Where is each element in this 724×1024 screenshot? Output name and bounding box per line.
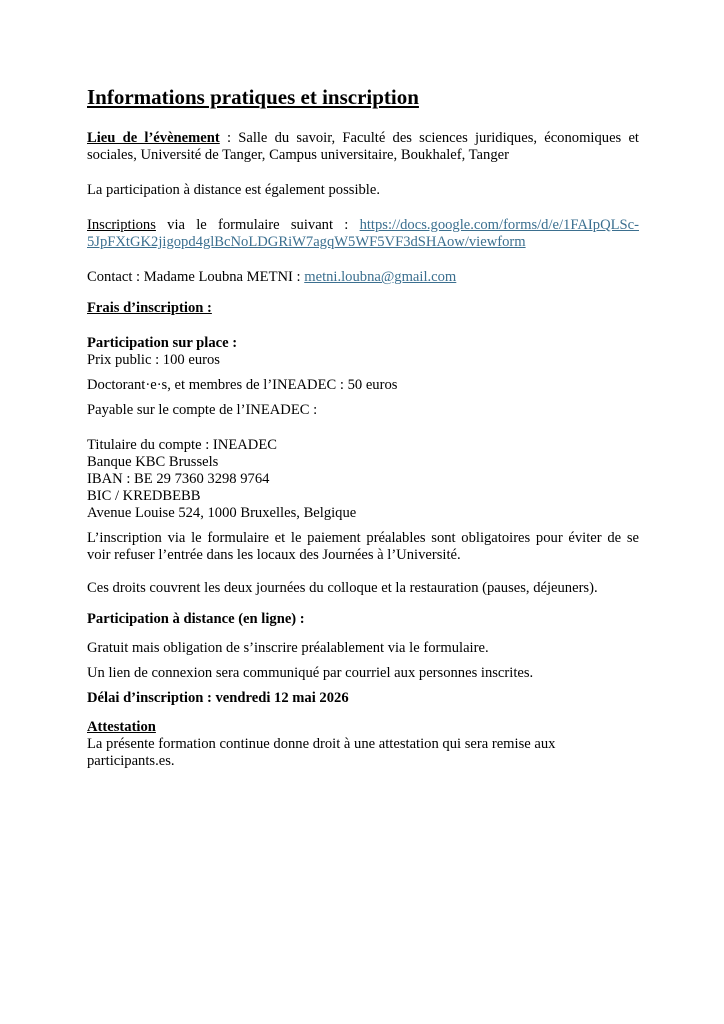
account-holder: Titulaire du compte : INEADEC [87,437,277,453]
payable-note: Payable sur le compte de l’INEADEC : [87,402,318,418]
iban: IBAN : BE 29 7360 3298 9764 [87,471,270,487]
document-page [87,84,639,770]
page-title: Informations pratiques et inscription [87,85,419,109]
fees-coverage: Ces droits couvrent les deux journées du colloque et la restauration (pauses, déjeuners). [87,580,598,596]
venue-text: Salle du savoir, Faculté des sciences juridiques, économiques et sociales, Université de Tanger, Campus universitaire, Boukhalef, Tanger [87,130,639,163]
attestation-text: La présente formation continue donne droit à une attestation qui sera remise aux participants.es. [87,736,556,769]
contact-text: Contact : Madame Loubna METNI : [87,269,305,285]
bic: BIC / KREDBEBB [87,488,201,504]
bank-name: Banque KBC Brussels [87,454,219,470]
remote-free: Gratuit mais obligation de s’inscrire préalablement via le formulaire. [87,640,489,656]
fees-heading: Frais d’inscription : [87,300,212,316]
registration-label: Inscriptions [87,217,156,233]
registration-line [87,217,639,234]
bank-address: Avenue Louise 524, 1000 Bruxelles, Belgique [87,505,357,521]
remote-link-note: Un lien de connexion sera communiqué par courriel aux personnes inscrites. [87,665,534,681]
remote-heading: Participation à distance (en ligne) : [87,611,305,627]
venue-separator: : [219,130,239,146]
contact-line [87,269,639,286]
remote-note: La participation à distance est également possible. [87,182,380,198]
attestation-heading: Attestation [87,719,156,735]
registration-form-link[interactable]: https://docs.google.com/forms/d/e/1FAIpQLSc- [359,217,639,233]
registration-form-link-cont[interactable]: 5JpFXtGK2jigopd4glBcNoLDGRiW7agqW5WF5VF3dSHAow/viewform [87,234,526,250]
venue-label: Lieu de l’évènement [87,130,220,146]
mandatory-note: L’inscription via le formulaire et le paiement préalables sont obligatoires pour éviter de se voir refuser l’entrée dans les locaux des Journées à l’Université. [87,530,639,563]
contact-email-link[interactable]: metni.loubna@gmail.com [304,269,457,285]
onsite-heading: Participation sur place : [87,335,238,351]
doctoral-price: Doctorant·e·s, et membres de l’INEADEC : 50 euros [87,377,398,393]
deadline: Délai d’inscription : vendredi 12 mai 2026 [87,690,349,706]
venue-paragraph [87,130,639,164]
registration-text: via le formulaire suivant : [155,217,360,233]
public-price: Prix public : 100 euros [87,352,220,368]
registration-link-line2 [87,234,639,251]
